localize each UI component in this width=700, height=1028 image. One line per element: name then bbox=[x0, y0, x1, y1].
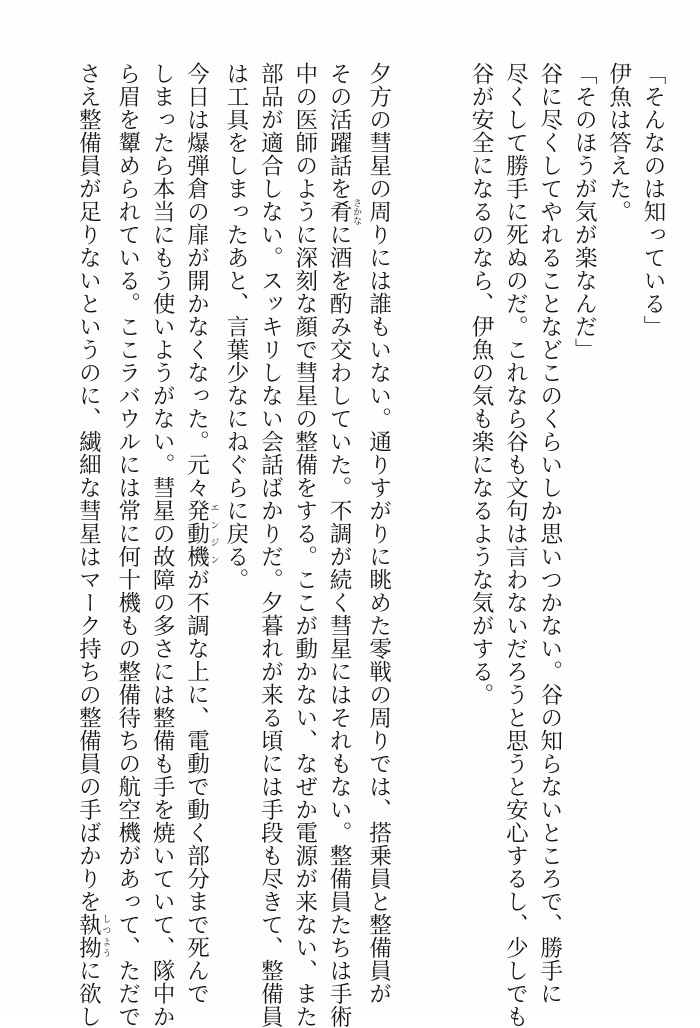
text-line: 中の医師のように深刻な顔で彗星の整備をする。ここが動かない、なぜか電源が来ない、また bbox=[291, 62, 318, 1028]
text-line bbox=[71, 62, 111, 1028]
text-line: 伊魚は答えた。 bbox=[605, 62, 632, 223]
text-segment: が不調な上に、電動で動く部分まで死んで bbox=[183, 568, 210, 1005]
text-line bbox=[322, 62, 362, 1028]
text-line bbox=[179, 62, 219, 1005]
ruby-reading: しつよう bbox=[100, 913, 111, 959]
text-line: 部品が適合しない。スッキリしない会話ばかりだ。夕暮れが来る頃には手段も尽きて、整備員 bbox=[257, 62, 284, 1028]
text-segment: 今日は爆弾倉の扉が開かなくなった。元々 bbox=[183, 62, 210, 499]
ruby-annotation bbox=[326, 198, 362, 225]
text-line: 谷が安全になるのなら、伊魚の気も楽になるような気がする。 bbox=[467, 62, 494, 706]
text-line: は工具をしまったあと、言葉少なにねぐらに戻る。 bbox=[222, 62, 249, 591]
text-segment: さえ整備員が足りないというのに、繊細な彗星はマーク持ちの整備員の手ばかりを bbox=[75, 62, 102, 913]
ruby-reading: エンジン bbox=[208, 499, 219, 568]
text-segment: に欲し bbox=[75, 959, 102, 1028]
ruby-base: 執拗 bbox=[75, 913, 102, 959]
text-line: 尽くして勝手に死ぬのだ。これなら谷も文句は言わないだろうと思うと安心するし、少しでも bbox=[502, 62, 529, 1028]
text-line: 夕方の彗星の周りには誰もいない。通りすがりに眺めた零戦の周りでは、搭乗員と整備員が bbox=[365, 62, 392, 1005]
text-line: しまったら本当にもう使いようがない。彗星の故障の多さには整備も手を焼いていて、隊中か bbox=[149, 62, 176, 1028]
text-line: ら眉を顰められている。ここラバウルには常に何十機もの整備待ちの航空機があって、ただで bbox=[114, 62, 141, 1028]
text-segment: に酒を酌み交わしていた。不調が続く彗星にはそれもない。整備員たちは手術 bbox=[326, 223, 353, 1028]
text-line: 「そのほうが気が楽なんだ」 bbox=[571, 62, 598, 361]
vertical-text-body bbox=[71, 62, 670, 1028]
section-break bbox=[396, 62, 464, 952]
ruby-base: 発動機 bbox=[183, 499, 210, 568]
text-segment: その活躍話を bbox=[326, 62, 353, 200]
ruby-reading: さかな bbox=[351, 198, 362, 225]
ruby-annotation bbox=[75, 913, 111, 959]
ruby-annotation bbox=[183, 499, 219, 568]
text-line: 谷に尽くしてやれることなどこのくらいしか思いつかない。谷の知らないところで、勝手に bbox=[536, 62, 563, 1005]
ruby-base: 肴 bbox=[326, 198, 353, 225]
text-line: 「そんなのは知っている」 bbox=[640, 62, 666, 338]
